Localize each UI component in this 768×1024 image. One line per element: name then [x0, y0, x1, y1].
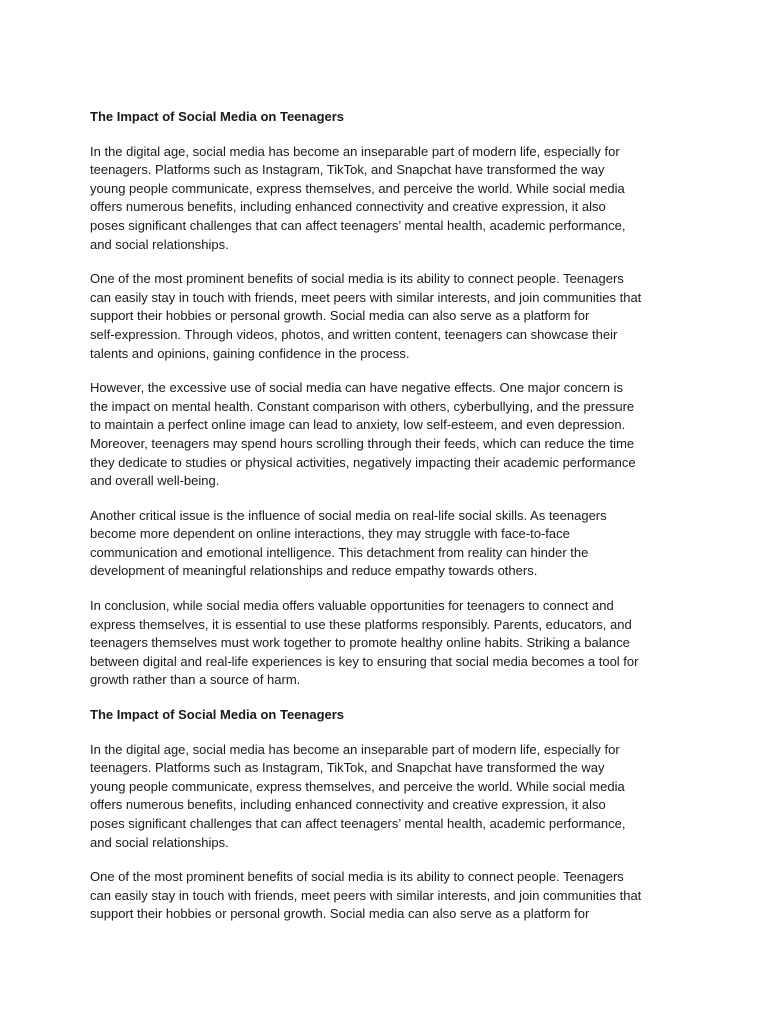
- text-line: offers numerous benefits, including enhanced connectivity and creative expression, it also: [90, 199, 606, 215]
- text-line: talents and opinions, gaining confidence in the process.: [90, 345, 410, 361]
- text-line: between digital and real-life experiences is key to ensuring that social media becomes a tool for: [90, 653, 639, 669]
- text-line: In conclusion, while social media offers valuable opportunities for teenagers to connect and: [90, 598, 614, 614]
- text-line: One of the most prominent benefits of social media is its ability to connect people. Teenagers: [90, 271, 624, 287]
- text-line: However, the excessive use of social media can have negative effects. One major concern is: [90, 380, 624, 396]
- paragraph-intro-repeat: [90, 741, 682, 853]
- text-line: can easily stay in touch with friends, meet peers with similar interests, and join communities that: [90, 887, 642, 903]
- text-line: teenagers themselves must work together to promote healthy online habits. Striking a balance: [90, 635, 630, 651]
- paragraph-benefits: [90, 270, 682, 363]
- document-title-repeat: The Impact of Social Media on Teenagers: [90, 707, 345, 723]
- text-line: and social relationships.: [90, 834, 229, 850]
- text-line: One of the most prominent benefits of social media is its ability to connect people. Teenagers: [90, 869, 624, 885]
- paragraph-intro: [90, 143, 682, 255]
- text-line: and social relationships.: [90, 236, 229, 252]
- text-line: self-expression. Through videos, photos, and written content, teenagers can showcase their: [90, 326, 618, 342]
- text-line: communication and emotional intelligence. This detachment from reality can hinder the: [90, 544, 589, 560]
- paragraph-social-skills: [90, 507, 682, 581]
- text-line: young people communicate, express themselves, and perceive the world. While social media: [90, 778, 625, 794]
- text-line: poses significant challenges that can affect teenagers’ mental health, academic performance,: [90, 816, 626, 831]
- text-line: development of meaningful relationships and reduce empathy towards others.: [90, 563, 538, 579]
- text-line: support their hobbies or personal growth. Social media can also serve as a platform for: [90, 308, 590, 324]
- text-line: and overall well-being.: [90, 473, 220, 489]
- text-line: Moreover, teenagers may spend hours scrolling through their feeds, which can reduce the time: [90, 435, 635, 451]
- text-line: poses significant challenges that can affect teenagers’ mental health, academic performance,: [90, 217, 626, 233]
- paragraph-conclusion: [90, 597, 682, 690]
- text-line: support their hobbies or personal growth. Social media can also serve as a platform for: [90, 906, 590, 922]
- text-line: teenagers. Platforms such as Instagram, TikTok, and Snapchat have transformed the way: [90, 162, 605, 178]
- text-line: growth rather than a source of harm.: [90, 672, 301, 688]
- text-line: to maintain a perfect online image can lead to anxiety, low self-esteem, and even depression.: [90, 417, 626, 433]
- text-line: Another critical issue is the influence of social media on real-life social skills. As teenagers: [90, 507, 607, 523]
- document-title: The Impact of Social Media on Teenagers: [90, 109, 345, 124]
- text-line: In the digital age, social media has become an inseparable part of modern life, especially for: [90, 143, 620, 159]
- text-line: the impact on mental health. Constant comparison with others, cyberbullying, and the pressure: [90, 398, 635, 414]
- text-line: young people communicate, express themselves, and perceive the world. While social media: [90, 180, 625, 196]
- text-line: teenagers. Platforms such as Instagram, TikTok, and Snapchat have transformed the way: [90, 760, 605, 776]
- paragraph-benefits-repeat: [90, 868, 682, 924]
- text-line: can easily stay in touch with friends, meet peers with similar interests, and join communities that: [90, 289, 642, 305]
- text-line: become more dependent on online interactions, they may struggle with face-to-face: [90, 526, 570, 542]
- paragraph-negative-effects: [90, 379, 682, 491]
- text-line: offers numerous benefits, including enhanced connectivity and creative expression, it also: [90, 797, 606, 813]
- text-line: they dedicate to studies or physical activities, negatively impacting their academic performance: [90, 454, 636, 470]
- document-page: [90, 108, 682, 940]
- text-line: In the digital age, social media has become an inseparable part of modern life, especially for: [90, 741, 620, 757]
- text-line: express themselves, it is essential to use these platforms responsibly. Parents, educators, and: [90, 616, 632, 632]
